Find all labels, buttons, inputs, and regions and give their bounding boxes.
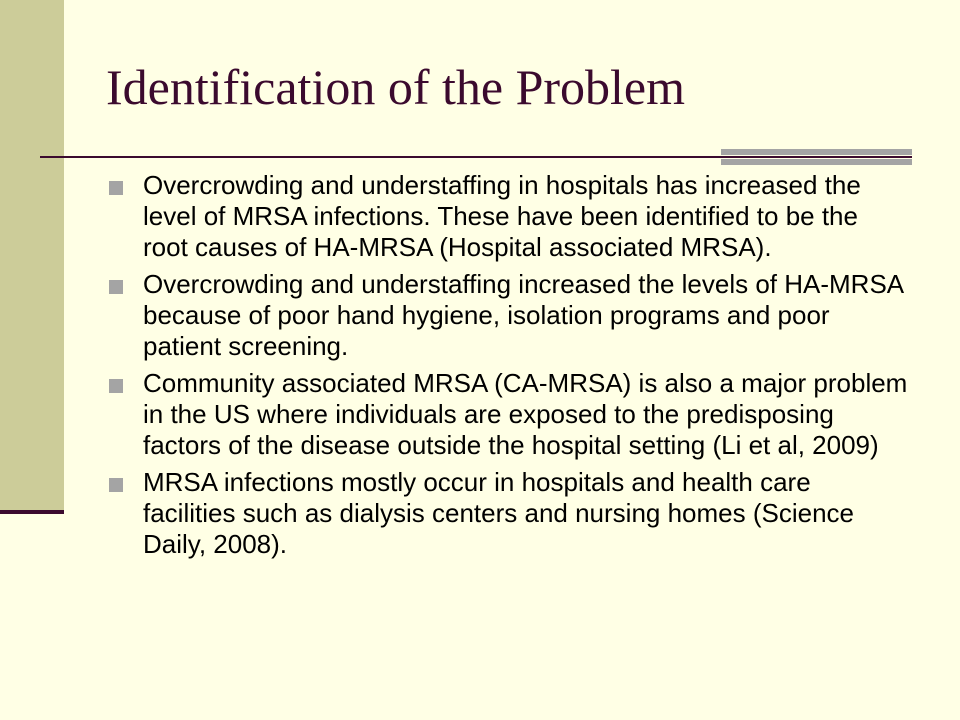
bullet-item: [108, 368, 908, 461]
bullet-item: [108, 467, 908, 560]
bullet-text: Overcrowding and understaffing increased the levels of HA-MRSA because of poor hand hygiene, isolation programs and poor patient screening.: [143, 269, 903, 361]
bullet-text: Community associated MRSA (CA-MRSA) is also a major problem in the US where individuals are exposed to the predisposing factors of the disease outside the hospital setting (Li et al, 2009): [143, 368, 908, 460]
title-divider-accent-bar-lower: [721, 159, 912, 165]
slide-title: Identification of the Problem: [106, 59, 686, 115]
left-accent-line: [0, 510, 64, 514]
square-bullet-icon: [109, 181, 123, 195]
bullet-list: [108, 170, 908, 566]
square-bullet-icon: [109, 478, 123, 492]
bullet-item: [108, 170, 908, 263]
square-bullet-icon: [109, 379, 123, 393]
title-divider-line: [40, 156, 912, 158]
title-divider-accent-bar: [721, 149, 912, 155]
bullet-text: Overcrowding and understaffing in hospitals has increased the level of MRSA infections. These have been identified to be the root causes of HA-MRSA (Hospital associated MRSA).: [143, 170, 861, 262]
left-decorative-band: [0, 0, 64, 510]
square-bullet-icon: [109, 280, 123, 294]
bullet-text: MRSA infections mostly occur in hospitals and health care facilities such as dialysis centers and nursing homes (Science Daily, 2008).: [143, 467, 855, 559]
bullet-item: [108, 269, 908, 362]
